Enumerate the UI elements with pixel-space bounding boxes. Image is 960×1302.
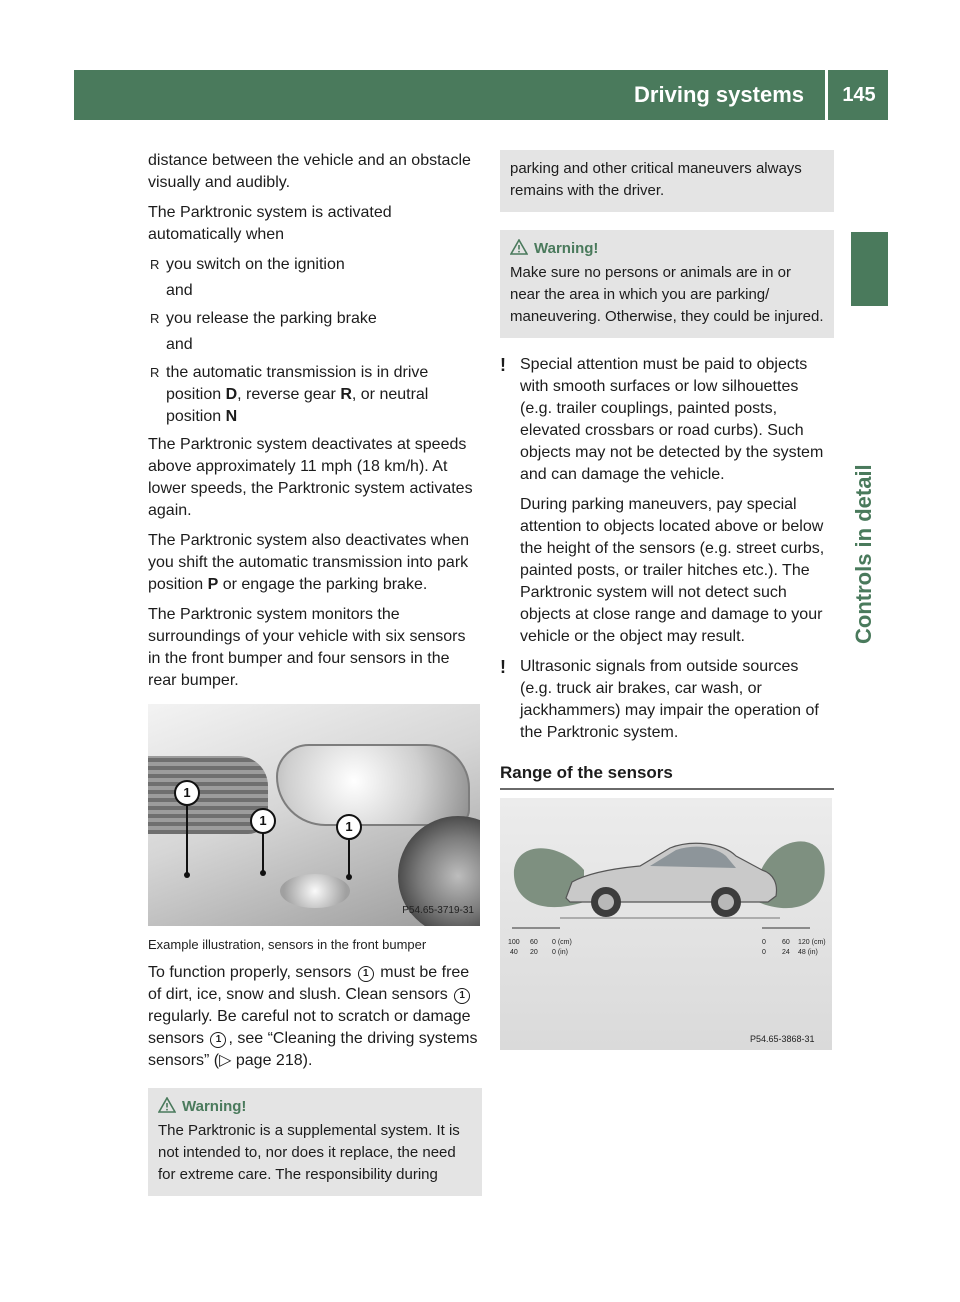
front-scale-in-2: 48 (in) xyxy=(798,949,818,956)
warning-continued-box xyxy=(500,150,834,212)
notice-exclamation-icon: ! xyxy=(500,355,506,375)
rear-scale-cm-1: 60 xyxy=(530,939,538,946)
photo-caption: Example illustration, sensors in the front bumper xyxy=(148,937,427,952)
text-run: must be free of dirt, ice, snow and slush. Clean sensors xyxy=(148,964,470,1003)
sensor-range-figure xyxy=(500,798,832,1050)
rear-hub xyxy=(598,894,614,910)
bullet-parking-brake xyxy=(148,308,482,356)
warning-heading xyxy=(510,238,824,260)
front-scale-cm-1: 60 xyxy=(782,939,790,946)
callout-leader xyxy=(348,838,350,876)
callout-leader xyxy=(186,804,188,874)
sensor-ref-icon: 1 xyxy=(210,1032,226,1048)
side-tab-marker xyxy=(851,232,888,306)
gear-r: R xyxy=(340,386,352,403)
rear-scale-cm-2: 0 (cm) xyxy=(552,939,572,946)
bullet-text: the automatic transmission is in drive position xyxy=(166,364,429,403)
front-hub xyxy=(718,894,734,910)
sensor-ref-icon: 1 xyxy=(454,988,470,1004)
text-run: , see “Cleaning the driving systems sensors” ( xyxy=(148,1030,478,1069)
warning-triangle-icon xyxy=(510,239,528,255)
bullet-and: and xyxy=(166,336,193,353)
text-run: page 218). xyxy=(231,1052,313,1069)
deactivates-speed-paragraph: The Parktronic system deactivates at speeds above approximately 11 mph (18 km/h). At lower speeds, the Parktronic system activates again. xyxy=(148,436,473,519)
bullet-text: you release the parking brake xyxy=(166,310,377,327)
bullet-and: and xyxy=(166,282,193,299)
rear-scale-in-0: 40 xyxy=(510,949,518,956)
warning-triangle-icon xyxy=(158,1097,176,1113)
text-run: or engage the parking brake. xyxy=(218,576,428,593)
function-paragraph xyxy=(148,962,482,1072)
headlamp-shape xyxy=(276,744,470,826)
notice-paragraph: Ultrasonic signals from outside sources (e.g. truck air brakes, car wash, or jackhammers) may impair the operation of the Parktronic system. xyxy=(520,658,819,741)
notice-smooth-surfaces xyxy=(500,354,834,648)
front-scale-cm-2: 120 (cm) xyxy=(798,939,826,946)
warning-text: The Parktronic is a supplemental system. It is not intended to, nor does it replace, the need for extreme care. The responsibility during xyxy=(158,1122,460,1183)
notice-paragraph: During parking maneuvers, pay special attention to objects located above or below the height of the sensors (e.g. street curbs, painted posts, or trailer hitches etc.). The Parktronic system will not detect such objects at close range and damage to your vehicle or the object may result. xyxy=(520,496,825,645)
gear-d: D xyxy=(225,386,238,403)
warning-title: Warning! xyxy=(534,240,599,257)
warning-continued-text: parking and other critical maneuvers always remains with the driver. xyxy=(510,160,802,199)
sensor-dot xyxy=(346,874,352,880)
front-scale-in-0: 0 xyxy=(762,949,766,956)
warning-title: Warning! xyxy=(182,1098,247,1115)
section-side-tab xyxy=(851,232,888,652)
warning-box-right xyxy=(500,230,834,338)
range-section-heading: Range of the sensors xyxy=(500,762,834,790)
figure-code: P54.65-3868-31 xyxy=(750,1034,815,1044)
warning-box-left xyxy=(148,1088,482,1196)
bullet-transmission xyxy=(148,362,482,428)
page-ref-arrow-icon: ▷ xyxy=(219,1052,232,1069)
page-header xyxy=(74,70,888,120)
gear-n: N xyxy=(225,408,238,425)
rear-scale-in-1: 20 xyxy=(530,949,538,956)
sensor-dot xyxy=(260,870,266,876)
bullet-ignition xyxy=(148,254,482,302)
bullet-text: you switch on the ignition xyxy=(166,256,345,273)
page-number: 145 xyxy=(842,84,876,106)
sensor-dot xyxy=(184,872,190,878)
front-scale-in-1: 24 xyxy=(782,949,790,956)
rear-scale-cm-0: 100 xyxy=(508,939,520,946)
notice-exclamation-icon: ! xyxy=(500,657,506,677)
foglamp-shape xyxy=(280,874,350,908)
text-run: The Parktronic system also deactivates when you shift the automatic transmission into park position xyxy=(148,532,470,593)
monitors-paragraph: The Parktronic system monitors the surroundings of your vehicle with six sensors in the front bumper and four sensors in the rear bumper. xyxy=(148,606,466,689)
sensor-range-diagram xyxy=(500,798,832,1050)
intro-paragraph: distance between the vehicle and an obstacle visually and audibly. xyxy=(148,152,471,191)
callout-leader xyxy=(262,832,264,872)
front-scale-cm-0: 0 xyxy=(762,939,766,946)
text-run: regularly. Be careful not to scratch or damage sensors xyxy=(148,1008,471,1047)
bullet-text: , reverse gear xyxy=(237,386,341,403)
bullet-text: , or neutral position xyxy=(166,386,429,425)
right-column xyxy=(500,150,834,1050)
front-bumper-photo xyxy=(148,704,480,926)
left-column xyxy=(148,150,482,1196)
notice-paragraph: Special attention must be paid to objects with smooth surfaces or low silhouettes (e.g. trailer couplings, painted posts, elevated crossbars or road curbs). Such objects may not be detected by the system and can damage the vehicle. xyxy=(520,356,824,483)
sensor-callout: 1 xyxy=(336,814,362,840)
figure-code: P54.65-3719-31 xyxy=(402,905,474,916)
warning-text: Make sure no persons or animals are in or near the area in which you are parking/ maneuvering. Otherwise, they could be injured. xyxy=(510,264,824,325)
activation-paragraph: The Parktronic system is activated automatically when xyxy=(148,204,392,243)
rear-scale-in-2: 0 (in) xyxy=(552,949,568,956)
gear-p: P xyxy=(207,576,219,593)
notice-ultrasonic xyxy=(500,656,834,744)
side-tab-label: Controls in detail xyxy=(851,464,876,644)
deactivates-park-paragraph xyxy=(148,530,482,596)
header-divider xyxy=(825,70,828,120)
text-run: To function properly, sensors xyxy=(148,964,356,981)
sensor-ref-icon: 1 xyxy=(358,966,374,982)
sensor-callout: 1 xyxy=(250,808,276,834)
chapter-title: Driving systems xyxy=(634,82,804,107)
warning-heading xyxy=(158,1096,472,1118)
sensor-callout: 1 xyxy=(174,780,200,806)
